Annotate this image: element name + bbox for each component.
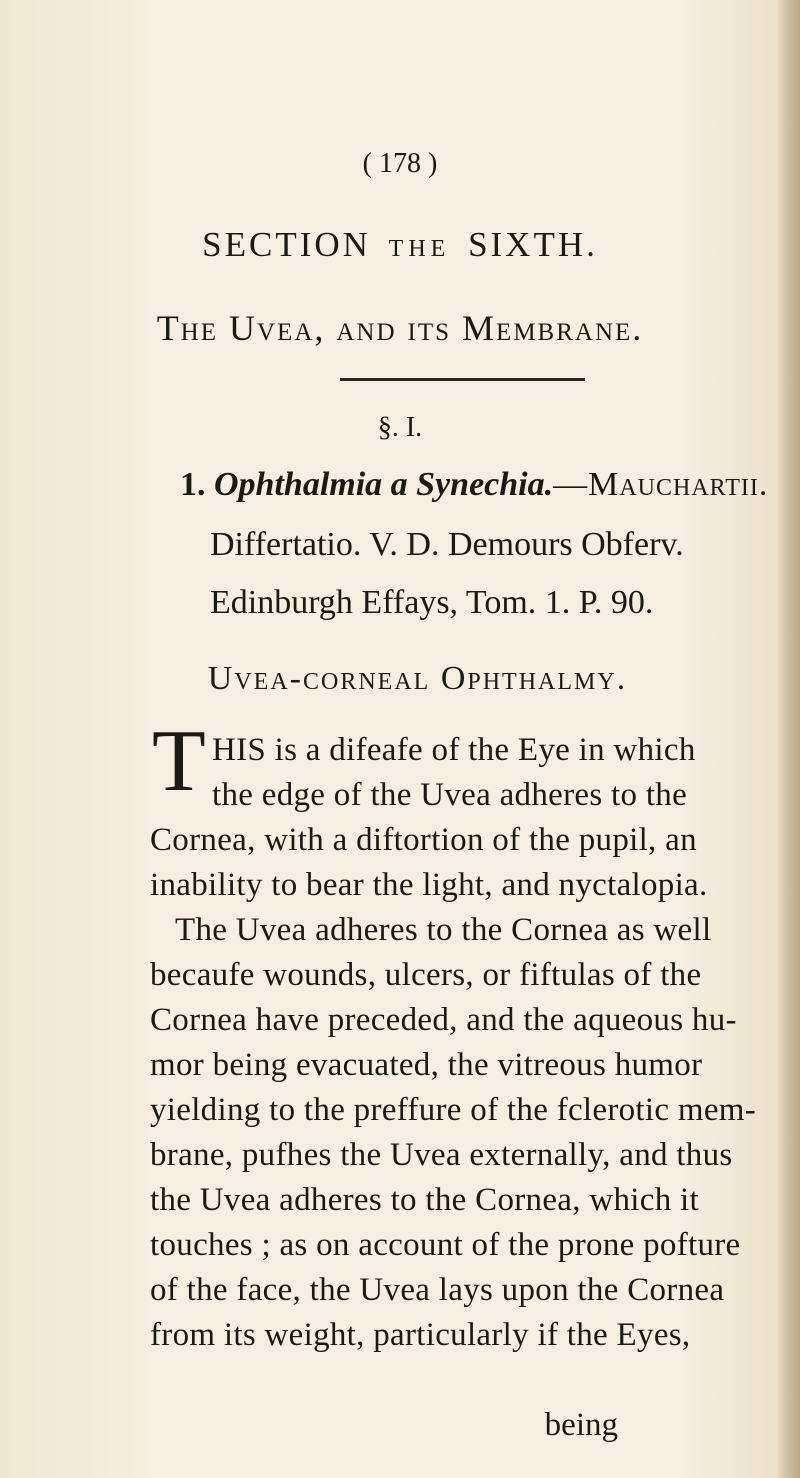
reference-line-1	[180, 466, 768, 504]
disease-heading: Uvea-corneal Ophthalmy.	[207, 660, 628, 697]
reference-number: 1.	[180, 466, 206, 503]
catchword: being	[544, 1407, 618, 1443]
page-number: ( 178 )	[362, 148, 438, 179]
chapter-subtitle: The Uvea, and its Membrane.	[156, 308, 644, 348]
body-line: brane, pufhes the Uvea externally, and thus	[150, 1137, 733, 1173]
body-line: The Uvea adheres to the Cornea as well	[175, 912, 712, 948]
section-ordinal: SIXTH.	[468, 225, 598, 264]
body-line: becaufe wounds, ulcers, or fiftulas of the	[150, 957, 702, 993]
body-line: yielding to the preffure of the fclerotic mem-	[150, 1092, 757, 1128]
reference-title: Ophthalmia a Synechia.	[214, 466, 554, 503]
page-edge	[778, 0, 800, 1478]
reference-line-2: Differtatio. V. D. Demours Obferv.	[210, 526, 684, 563]
body-line: HIS is a difeafe of the Eye in which	[212, 732, 696, 768]
body-line: Cornea have preceded, and the aqueous hu-	[150, 1002, 737, 1038]
divider-rule	[340, 378, 585, 381]
body-line: the edge of the Uvea adheres to the	[212, 777, 688, 813]
paragraph-mark: §. I.	[377, 412, 423, 443]
body-line: mor being evacuated, the vitreous humor	[150, 1047, 703, 1083]
section-heading	[0, 225, 800, 265]
section-the: THE	[388, 236, 451, 262]
body-line: touches ; as on account of the prone pofture	[150, 1227, 741, 1263]
body-line: inability to bear the light, and nyctalopia.	[150, 867, 708, 903]
section-word: SECTION	[202, 225, 371, 264]
body-line: from its weight, particularly if the Eyes,	[150, 1317, 691, 1353]
reference-author: —Mauchartii.	[553, 466, 769, 503]
reference-line-3: Edinburgh Effays, Tom. 1. P. 90.	[210, 584, 654, 621]
drop-cap: T	[152, 713, 206, 810]
body-line: the Uvea adheres to the Cornea, which it	[150, 1182, 699, 1218]
body-line: Cornea, with a diftortion of the pupil, an	[150, 822, 697, 858]
body-line: of the face, the Uvea lays upon the Cornea	[150, 1272, 725, 1308]
